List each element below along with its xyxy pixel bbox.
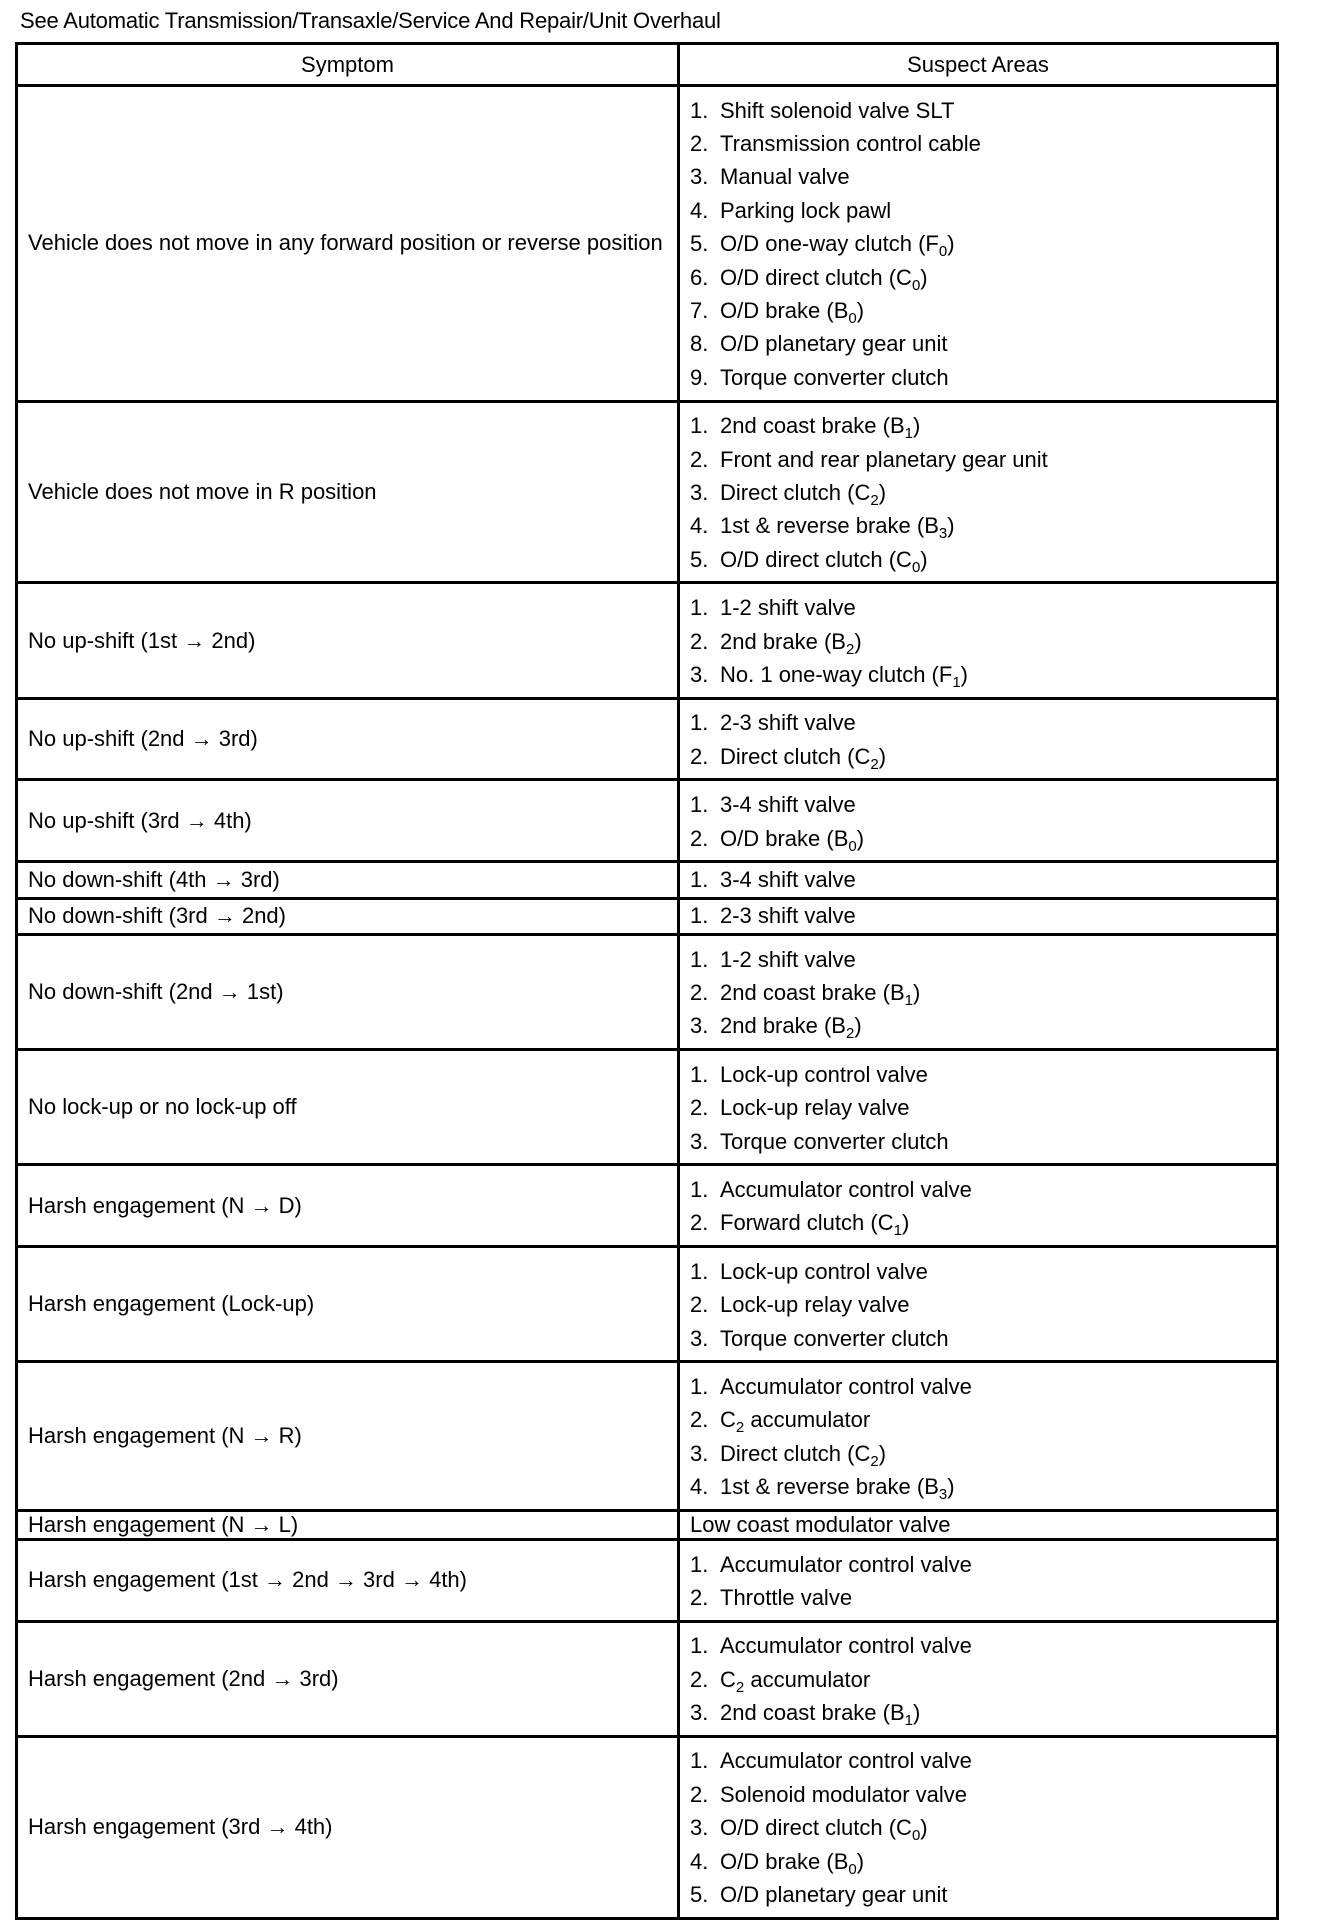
item-number: 3. bbox=[690, 1815, 709, 1841]
item-text: Direct clutch $(C_2)$ bbox=[720, 743, 887, 773]
item-number: 2. bbox=[690, 743, 709, 769]
item-number: 6. bbox=[690, 264, 709, 290]
suspect-area-item bbox=[690, 1778, 1276, 1811]
item-number: 1. bbox=[690, 866, 709, 892]
suspect-area-item bbox=[690, 194, 1276, 227]
item-number: 2. bbox=[690, 131, 709, 157]
table-row bbox=[17, 698, 1278, 780]
item-number: 1. bbox=[690, 792, 709, 818]
item-text: Torque converter clutch bbox=[720, 1325, 949, 1351]
item-number: 3. bbox=[690, 164, 709, 190]
symptom-cell: Harsh engagement (2nd → 3rd) bbox=[17, 1621, 679, 1736]
suspect-area-item bbox=[690, 1663, 1276, 1696]
suspect-area-item bbox=[690, 900, 1276, 933]
suspect-areas-cell bbox=[679, 1539, 1278, 1621]
suspect-area-text: Low coast modulator valve bbox=[690, 1511, 951, 1537]
item-text: O/D brake $(B_0)$ bbox=[720, 1848, 865, 1878]
item-text: Accumulator control valve bbox=[720, 1373, 972, 1399]
symptom-cell: No up-shift (1st → 2nd) bbox=[17, 583, 679, 698]
symptom-cell: Vehicle does not move in any forward position or reverse position bbox=[17, 86, 679, 402]
suspect-areas-cell bbox=[679, 1736, 1278, 1918]
item-number: 5. bbox=[690, 546, 709, 572]
suspect-areas-cell bbox=[679, 583, 1278, 698]
table-row bbox=[17, 780, 1278, 862]
table-header-row bbox=[17, 44, 1278, 86]
symptom-cell: Harsh engagement (N → R) bbox=[17, 1362, 679, 1511]
item-number: 2. bbox=[690, 980, 709, 1006]
suspect-areas-cell bbox=[679, 780, 1278, 862]
suspect-area-item bbox=[690, 1581, 1276, 1614]
suspect-area-item bbox=[690, 261, 1276, 294]
item-number: 2. bbox=[690, 446, 709, 472]
item-text: O/D brake $(B_0)$ bbox=[720, 825, 865, 855]
symptom-cell: No down-shift (2nd → 1st) bbox=[17, 934, 679, 1049]
suspect-areas-cell bbox=[679, 862, 1278, 898]
item-number: 1. bbox=[690, 413, 709, 439]
table-row bbox=[17, 862, 1278, 898]
item-number: 3. bbox=[690, 1013, 709, 1039]
item-text: 2nd coast brake $(B_1)$ bbox=[720, 980, 921, 1010]
item-text: Accumulator control valve bbox=[720, 1551, 972, 1577]
table-row bbox=[17, 1510, 1278, 1539]
item-text: O/D planetary gear unit bbox=[720, 1882, 948, 1908]
suspect-area-item bbox=[690, 1745, 1276, 1778]
suspect-area-item bbox=[690, 543, 1276, 576]
suspect-area-item bbox=[690, 1404, 1276, 1437]
item-number: 8. bbox=[690, 331, 709, 357]
suspect-area-item bbox=[690, 328, 1276, 361]
suspect-area-item bbox=[690, 740, 1276, 773]
item-text: Parking lock pawl bbox=[720, 197, 892, 223]
item-number: 1. bbox=[690, 1551, 709, 1577]
item-text: Direct clutch $(C_2)$ bbox=[720, 1440, 887, 1470]
item-text: Torque converter clutch bbox=[720, 364, 949, 390]
item-number: 3. bbox=[690, 1325, 709, 1351]
table-body bbox=[17, 86, 1278, 1919]
item-text: 2-3 shift valve bbox=[720, 903, 856, 929]
suspect-area-item bbox=[690, 707, 1276, 740]
item-text: 2nd brake $(B_2)$ bbox=[720, 628, 862, 658]
item-number: 1. bbox=[690, 595, 709, 621]
item-number: 1. bbox=[690, 97, 709, 123]
suspect-area-item bbox=[690, 1058, 1276, 1091]
suspect-areas-cell bbox=[679, 698, 1278, 780]
suspect-areas-cell bbox=[679, 934, 1278, 1049]
item-number: 3. bbox=[690, 1700, 709, 1726]
item-text: Direct clutch $(C_2)$ bbox=[720, 479, 887, 509]
suspect-areas-cell bbox=[679, 1510, 1278, 1539]
suspect-area-item bbox=[690, 1092, 1276, 1125]
item-number: 1. bbox=[690, 903, 709, 929]
item-text: Forward clutch $(C_1)$ bbox=[720, 1210, 910, 1240]
suspect-area-item bbox=[690, 510, 1276, 543]
suspect-area-item bbox=[690, 161, 1276, 194]
table-row bbox=[17, 1050, 1278, 1165]
table-row bbox=[17, 934, 1278, 1049]
suspect-area-item bbox=[690, 625, 1276, 658]
suspect-area-item bbox=[690, 591, 1276, 624]
symptom-cell: Harsh engagement (N → D) bbox=[17, 1165, 679, 1247]
symptom-cell: Harsh engagement (Lock-up) bbox=[17, 1247, 679, 1362]
table-row bbox=[17, 1736, 1278, 1918]
item-text: Transmission control cable bbox=[720, 131, 981, 157]
item-number: 5. bbox=[690, 1882, 709, 1908]
suspect-area-item bbox=[690, 863, 1276, 896]
suspect-area-item bbox=[690, 1125, 1276, 1158]
item-text: Throttle valve bbox=[720, 1584, 853, 1610]
item-text: O/D direct clutch $(C_0)$ bbox=[720, 546, 928, 576]
item-text: 1st & reverse brake $(B_3)$ bbox=[720, 1474, 955, 1504]
item-text: O/D planetary gear unit bbox=[720, 331, 948, 357]
item-text: $C_2$ accumulator bbox=[720, 1666, 871, 1696]
item-text: Shift solenoid valve SLT bbox=[720, 97, 955, 123]
suspect-area-item bbox=[690, 1630, 1276, 1663]
table-row bbox=[17, 86, 1278, 402]
suspect-areas-cell bbox=[679, 1362, 1278, 1511]
item-text: O/D brake $(B_0)$ bbox=[720, 298, 865, 328]
suspect-area-item bbox=[690, 1437, 1276, 1470]
suspect-area-item bbox=[690, 788, 1276, 821]
suspect-area-item bbox=[690, 658, 1276, 691]
suspect-area-item bbox=[690, 127, 1276, 160]
item-text: Accumulator control valve bbox=[720, 1177, 972, 1203]
suspect-areas-cell bbox=[679, 1621, 1278, 1736]
item-number: 3. bbox=[690, 661, 709, 687]
suspect-areas-cell bbox=[679, 86, 1278, 402]
suspect-area-item bbox=[690, 294, 1276, 327]
item-number: 7. bbox=[690, 298, 709, 324]
item-number: 1. bbox=[690, 1373, 709, 1399]
item-number: 1. bbox=[690, 710, 709, 736]
suspect-area-item bbox=[690, 1812, 1276, 1845]
item-text: 1-2 shift valve bbox=[720, 946, 856, 972]
item-text: Solenoid modulator valve bbox=[720, 1781, 968, 1807]
item-text: Accumulator control valve bbox=[720, 1748, 972, 1774]
symptom-cell: Harsh engagement (1st → 2nd → 3rd → 4th) bbox=[17, 1539, 679, 1621]
suspect-area-item bbox=[690, 1696, 1276, 1729]
item-number: 9. bbox=[690, 364, 709, 390]
suspect-areas-cell bbox=[679, 1050, 1278, 1165]
suspect-area-item bbox=[690, 410, 1276, 443]
item-number: 1. bbox=[690, 1258, 709, 1284]
suspect-area-item bbox=[690, 1322, 1276, 1355]
item-text: 2nd coast brake $(B_1)$ bbox=[720, 1700, 921, 1730]
item-text: 1st & reverse brake $(B_3)$ bbox=[720, 513, 955, 543]
item-text: O/D direct clutch $(C_0)$ bbox=[720, 264, 928, 294]
suspect-area-item bbox=[690, 1289, 1276, 1322]
item-number: 1. bbox=[690, 1633, 709, 1659]
item-number: 4. bbox=[690, 197, 709, 223]
item-text: No. 1 one-way clutch $(F_1)$ bbox=[720, 661, 968, 691]
table-row bbox=[17, 1621, 1278, 1736]
item-text: O/D direct clutch $(C_0)$ bbox=[720, 1815, 928, 1845]
table-row bbox=[17, 401, 1278, 583]
table-row bbox=[17, 583, 1278, 698]
suspect-area-item bbox=[690, 94, 1276, 127]
item-text: O/D one-way clutch $(F_0)$ bbox=[720, 231, 955, 261]
suspect-area-item bbox=[690, 443, 1276, 476]
suspect-areas-cell bbox=[679, 1247, 1278, 1362]
suspect-area-item bbox=[690, 1010, 1276, 1043]
suspect-areas-cell bbox=[679, 401, 1278, 583]
suspect-area-item bbox=[690, 976, 1276, 1009]
item-number: 3. bbox=[690, 1440, 709, 1466]
item-number: 2. bbox=[690, 1407, 709, 1433]
table-row bbox=[17, 1165, 1278, 1247]
suspect-areas-cell bbox=[679, 1165, 1278, 1247]
item-number: 1. bbox=[690, 946, 709, 972]
suspect-area-item bbox=[690, 476, 1276, 509]
table-row bbox=[17, 1247, 1278, 1362]
suspect-area-item bbox=[690, 228, 1276, 261]
item-text: 2nd brake $(B_2)$ bbox=[720, 1013, 862, 1043]
item-text: 1-2 shift valve bbox=[720, 595, 856, 621]
item-text: 2nd coast brake $(B_1)$ bbox=[720, 413, 921, 443]
item-number: 4. bbox=[690, 513, 709, 539]
item-number: 3. bbox=[690, 479, 709, 505]
suspect-area-item bbox=[690, 1173, 1276, 1206]
table-row bbox=[17, 1362, 1278, 1511]
item-number: 2. bbox=[690, 1584, 709, 1610]
symptom-cell: Harsh engagement (N → L) bbox=[17, 1510, 679, 1539]
item-text: Lock-up control valve bbox=[720, 1061, 928, 1087]
item-number: 1. bbox=[690, 1177, 709, 1203]
suspect-area-item bbox=[690, 1255, 1276, 1288]
item-number: 1. bbox=[690, 1748, 709, 1774]
symptom-cell: Harsh engagement (3rd → 4th) bbox=[17, 1736, 679, 1918]
item-number: 2. bbox=[690, 628, 709, 654]
item-number: 2. bbox=[690, 1781, 709, 1807]
suspect-area-item bbox=[690, 1878, 1276, 1911]
symptom-cell: No down-shift (4th → 3rd) bbox=[17, 862, 679, 898]
item-number: 1. bbox=[690, 1061, 709, 1087]
item-number: 4. bbox=[690, 1848, 709, 1874]
suspect-area-item bbox=[690, 822, 1276, 855]
column-header-symptom: Symptom bbox=[17, 44, 679, 86]
suspect-areas-cell bbox=[679, 898, 1278, 934]
suspect-area-item bbox=[690, 1845, 1276, 1878]
item-number: 2. bbox=[690, 1095, 709, 1121]
item-number: 2. bbox=[690, 1292, 709, 1318]
item-number: 2. bbox=[690, 1210, 709, 1236]
item-text: Lock-up relay valve bbox=[720, 1095, 910, 1121]
item-text: 3-4 shift valve bbox=[720, 866, 856, 892]
item-text: Manual valve bbox=[720, 164, 850, 190]
item-text: Torque converter clutch bbox=[720, 1128, 949, 1154]
table-row bbox=[17, 1539, 1278, 1621]
table-row bbox=[17, 898, 1278, 934]
column-header-suspect-areas: Suspect Areas bbox=[679, 44, 1278, 86]
suspect-area-item bbox=[690, 1370, 1276, 1403]
page-header: See Automatic Transmission/Transaxle/Service And Repair/Unit Overhaul bbox=[20, 8, 721, 33]
symptom-cell: No down-shift (3rd → 2nd) bbox=[17, 898, 679, 934]
suspect-area-item bbox=[690, 943, 1276, 976]
item-text: Lock-up relay valve bbox=[720, 1292, 910, 1318]
symptom-cell: No up-shift (3rd → 4th) bbox=[17, 780, 679, 862]
symptom-cell: Vehicle does not move in R position bbox=[17, 401, 679, 583]
item-text: Front and rear planetary gear unit bbox=[720, 446, 1048, 472]
item-text: Accumulator control valve bbox=[720, 1633, 972, 1659]
symptom-cell: No up-shift (2nd → 3rd) bbox=[17, 698, 679, 780]
suspect-area-item bbox=[690, 361, 1276, 394]
item-number: 2. bbox=[690, 1666, 709, 1692]
item-number: 5. bbox=[690, 231, 709, 257]
symptom-cell: No lock-up or no lock-up off bbox=[17, 1050, 679, 1165]
item-text: $C_2$ accumulator bbox=[720, 1407, 871, 1437]
item-number: 2. bbox=[690, 825, 709, 851]
item-number: 4. bbox=[690, 1474, 709, 1500]
suspect-area-item bbox=[690, 1548, 1276, 1581]
suspect-area-item bbox=[690, 1207, 1276, 1240]
suspect-area-item bbox=[690, 1470, 1276, 1503]
item-text: 2-3 shift valve bbox=[720, 710, 856, 736]
item-text: 3-4 shift valve bbox=[720, 792, 856, 818]
item-number: 3. bbox=[690, 1128, 709, 1154]
item-text: Lock-up control valve bbox=[720, 1258, 928, 1284]
symptom-table bbox=[15, 42, 1279, 1920]
